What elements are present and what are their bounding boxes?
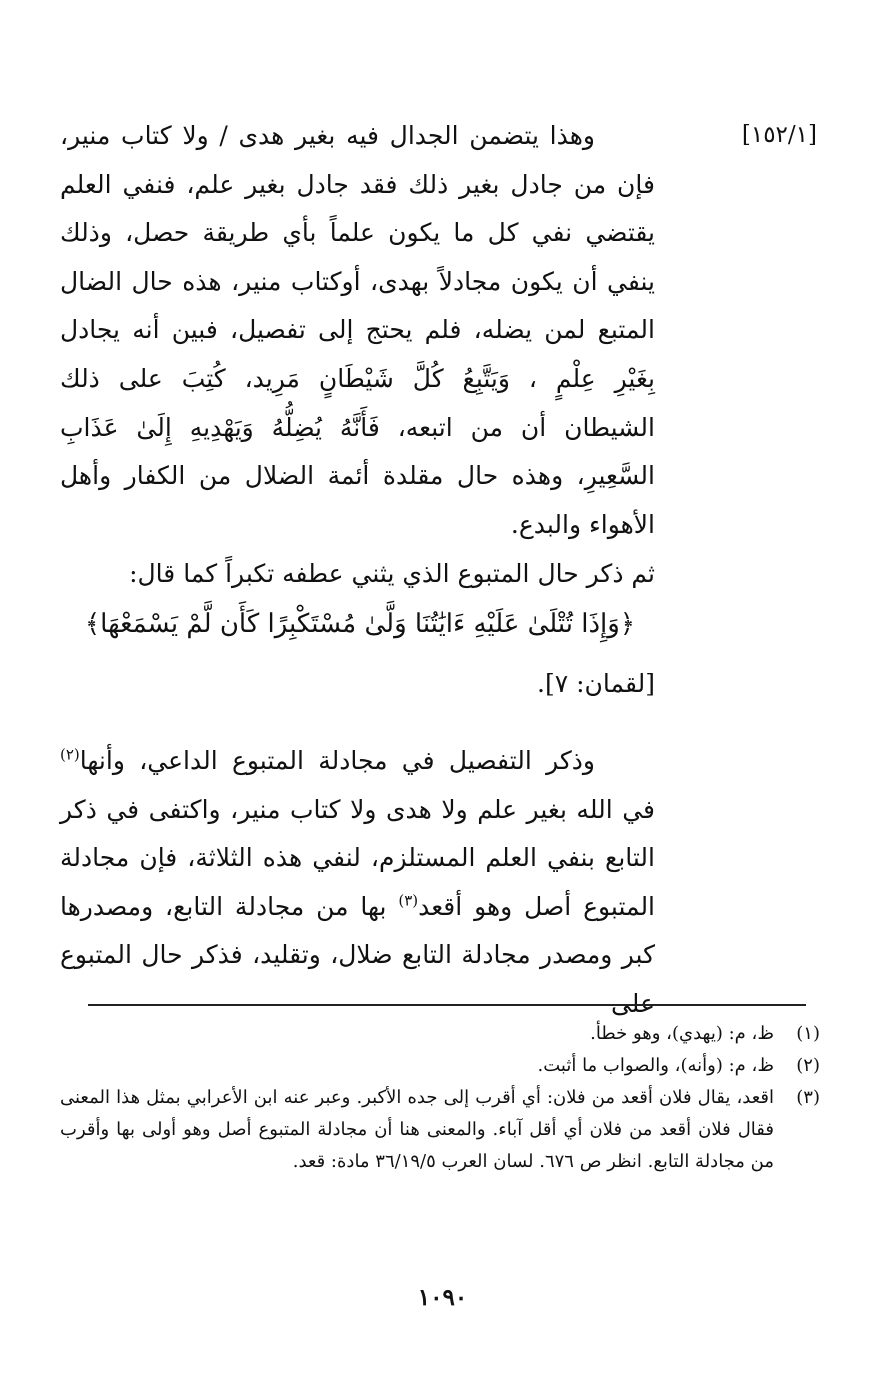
paragraph-3-text-a: وذكر التفصيل في مجادلة المتبوع الداعي، وأنها	[79, 746, 595, 775]
footnote-text: اقعد، يقال فلان أقعد من فلان: أي أقرب إلى جده الأكبر. وعبر عنه ابن الأعرابي بمثل هذا المعنى فقال فلان أقعد من فلان أي أقل آباء. والمعنى هنا أن مجادلة المتبوع أصل وهو أولى بها وأقرب من مجادلة التابع. انظر ص ٦٧٦. لسان العرب ٣٦/١٩/٥ مادة: قعد.	[60, 1087, 774, 1172]
quran-verse: ﴿وَإِذَا تُتْلَىٰ عَلَيْهِ ءَايَٰتُنَا وَلَّىٰ مُسْتَكْبِرًا كَأَن لَّمْ يَسْمَعْهَا﴾	[84, 609, 636, 639]
footnote-number: (٣)	[796, 1087, 820, 1108]
footnote-marker-2[interactable]: (٢)	[60, 745, 80, 764]
margin-reference: [١٥٢/١]	[741, 122, 817, 148]
paragraph-2: ثم ذكر حال المتبوع الذي يثني عطفه تكبراً كما قال:	[129, 559, 655, 588]
footnotes	[60, 1018, 820, 1178]
footnote-item	[60, 1050, 820, 1082]
footnote-text: ظ، م: (يهدي)، وهو خطأ.	[590, 1023, 774, 1044]
paragraph-3	[60, 737, 655, 1029]
paragraph-1	[60, 112, 655, 549]
footnote-item	[60, 1018, 820, 1050]
paragraph-1-text: وهذا يتضمن الجدال فيه بغير هدى / ولا كتاب منير، فإن من جادل بغير ذلك فقد جادل بغير علم، فنفي العلم يقتضي نفي كل ما يكون علماً بأي طريقة حصل، وذلك ينفي أن يكون مجادلاً بهدى، أوكتاب منير، هذه حال الضال المتبع لمن يضله، فلم يحتج إلى تفصيل، فبين أنه يجادل بِغَيْرِ عِلْمٍ ، وَيَتَّبِعُ كُلَّ شَيْطَانٍ مَرِيد، كُتِبَ على ذلك الشيطان أن من اتبعه، فَأَنَّهُ يُضِلُّهُ وَيَهْدِيهِ إِلَىٰ عَذَابِ السَّعِيرِ، وهذه حال مقلدة أئمة الضلال من الكفار وأهل الأهواء والبدع.	[60, 121, 655, 539]
footnote-divider	[88, 1004, 806, 1006]
paragraph-3-text-c: بها من مجادلة التابع، ومصدرها كبر ومصدر مجادلة التابع ضلال، وتقليد، فذكر حال المتبوع على	[60, 891, 655, 1018]
footnote-text: ظ، م: (وأنه)، والصواب ما أثبت.	[537, 1055, 774, 1076]
footnote-item	[60, 1082, 820, 1178]
verse-reference: [لقمان: ٧].	[537, 669, 655, 698]
footnote-marker-3[interactable]: (٣)	[398, 891, 419, 910]
footnote-number: (٢)	[796, 1055, 820, 1076]
page-number: ١٠٩٠	[417, 1284, 468, 1311]
paragraph-3-text-b: في الله بغير علم ولا هدى ولا كتاب منير، واكتفى في ذكر التابع بنفي العلم المستلزم، لنفي هذه الثلاثة، فإن مجادلة المتبوع أصل وهو أقعد	[60, 794, 656, 921]
footnote-number: (١)	[796, 1023, 820, 1044]
